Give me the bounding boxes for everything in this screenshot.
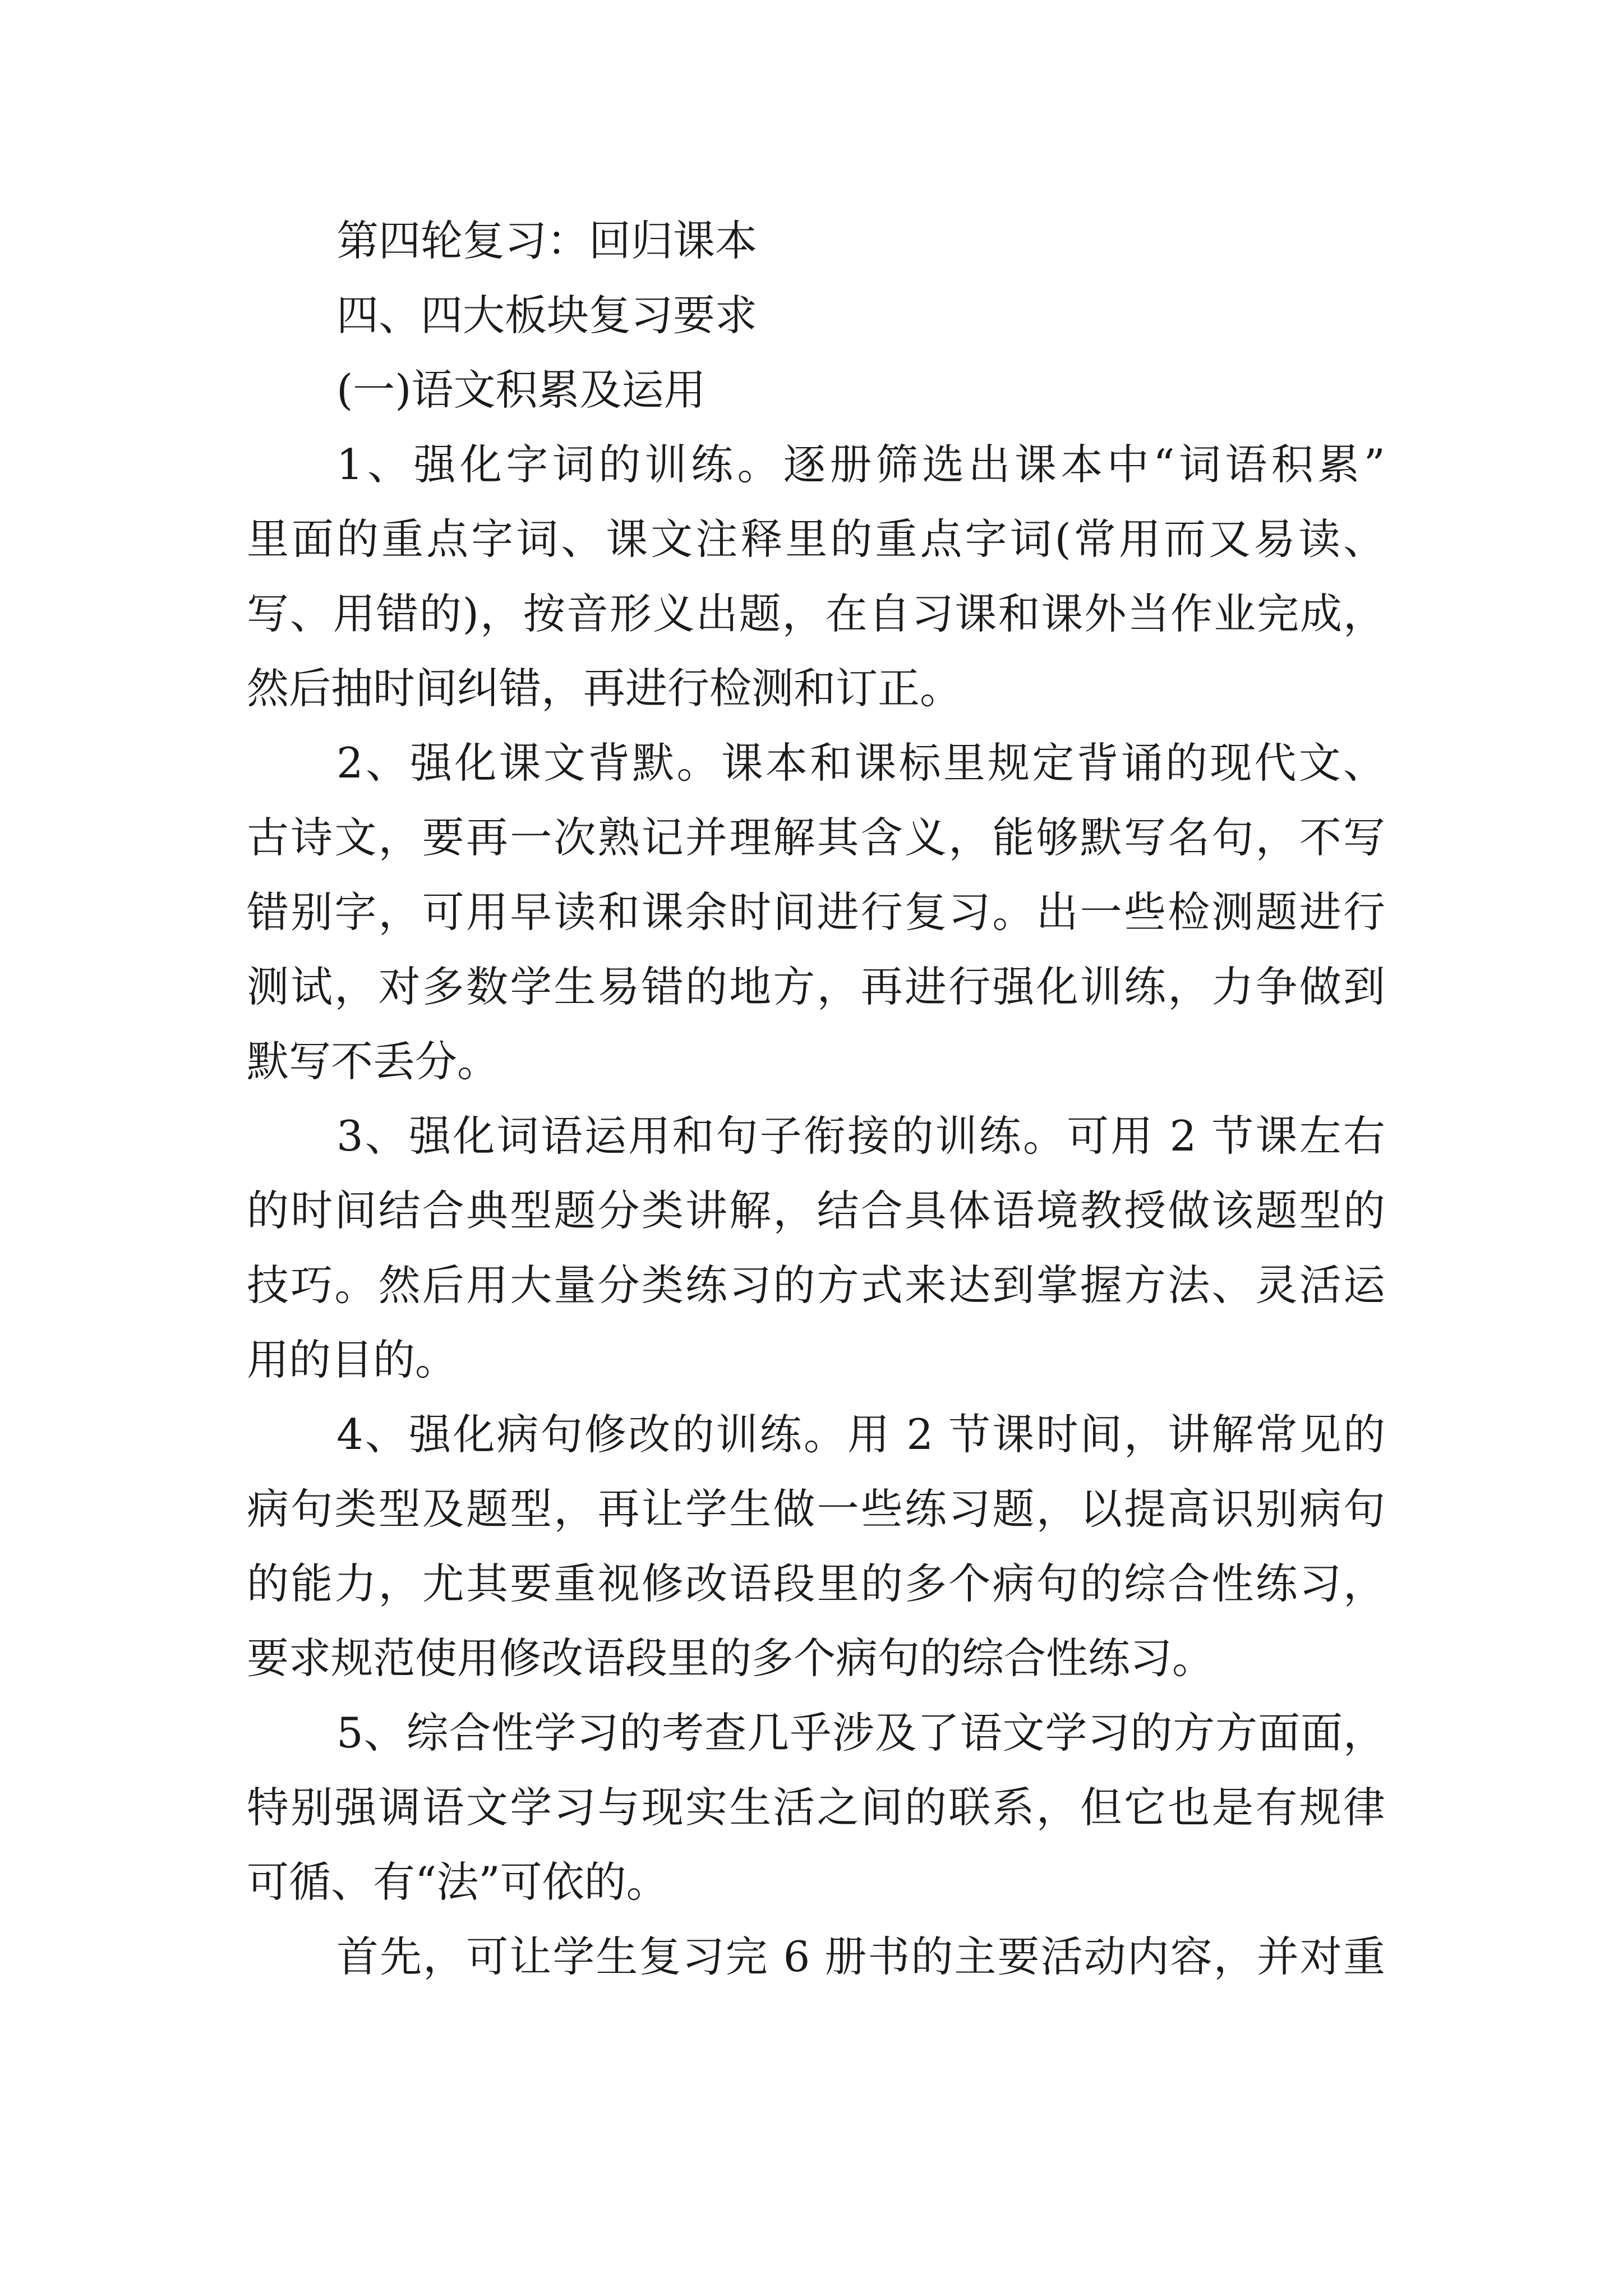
paragraph-line: 要求规范使用修改语段里的多个病句的综合性练习。 <box>247 1634 1215 1683</box>
paragraph-line: 病句类型及题型，再让学生做一些练习题，以提高识别病句 <box>247 1484 1385 1534</box>
paragraph-line: 的时间结合典型题分类讲解，结合具体语境教授做该题型的 <box>247 1186 1385 1235</box>
paragraph-line: 可循、有“法”可依的。 <box>247 1857 668 1907</box>
paragraph-line: 默写不丢分。 <box>247 1037 500 1086</box>
paragraph-line: 技巧。然后用大量分类练习的方式来达到掌握方法、灵活运 <box>247 1260 1385 1310</box>
paragraph-line: 古诗文，要再一次熟记并理解其含义，能够默写名句，不写 <box>247 813 1385 862</box>
paragraph-line: 5、综合性学习的考查几乎涉及了语文学习的方方面面， <box>336 1708 1385 1757</box>
paragraph-line: 首先，可让学生复习完 6 册书的主要活动内容，并对重 <box>336 1932 1385 1981</box>
paragraph-line: 4、强化病句修改的训练。用 2 节课时间，讲解常见的 <box>336 1410 1385 1459</box>
heading-section-four: 四、四大板块复习要求 <box>336 291 758 340</box>
paragraph-line: 1、强化字词的训练。逐册筛选出课本中“词语积累” <box>336 440 1385 489</box>
paragraph-line: 错别字，可用早读和课余时间进行复习。出一些检测题进行 <box>247 887 1385 937</box>
paragraph-line: 特别强调语文学习与现实生活之间的联系，但它也是有规律 <box>247 1783 1385 1832</box>
paragraph-line: 用的目的。 <box>247 1335 458 1384</box>
heading-round-four: 第四轮复习：回归课本 <box>336 216 758 265</box>
paragraph-line: 2、强化课文背默。课本和课标里规定背诵的现代文、 <box>336 738 1385 788</box>
heading-subsection-one: (一)语文积累及运用 <box>336 365 706 415</box>
paragraph-line: 测试，对多数学生易错的地方，再进行强化训练，力争做到 <box>247 962 1385 1011</box>
paragraph-line: 里面的重点字词、课文注释里的重点字词(常用而又易读、 <box>247 514 1385 564</box>
paragraph-line: 的能力，尤其要重视修改语段里的多个病句的综合性练习， <box>247 1559 1385 1608</box>
paragraph-line: 然后抽时间纠错，再进行检测和订正。 <box>247 664 962 713</box>
paragraph-line: 写、用错的)，按音形义出题，在自习课和课外当作业完成， <box>247 589 1385 638</box>
paragraph-line: 3、强化词语运用和句子衔接的训练。可用 2 节课左右 <box>336 1111 1385 1161</box>
